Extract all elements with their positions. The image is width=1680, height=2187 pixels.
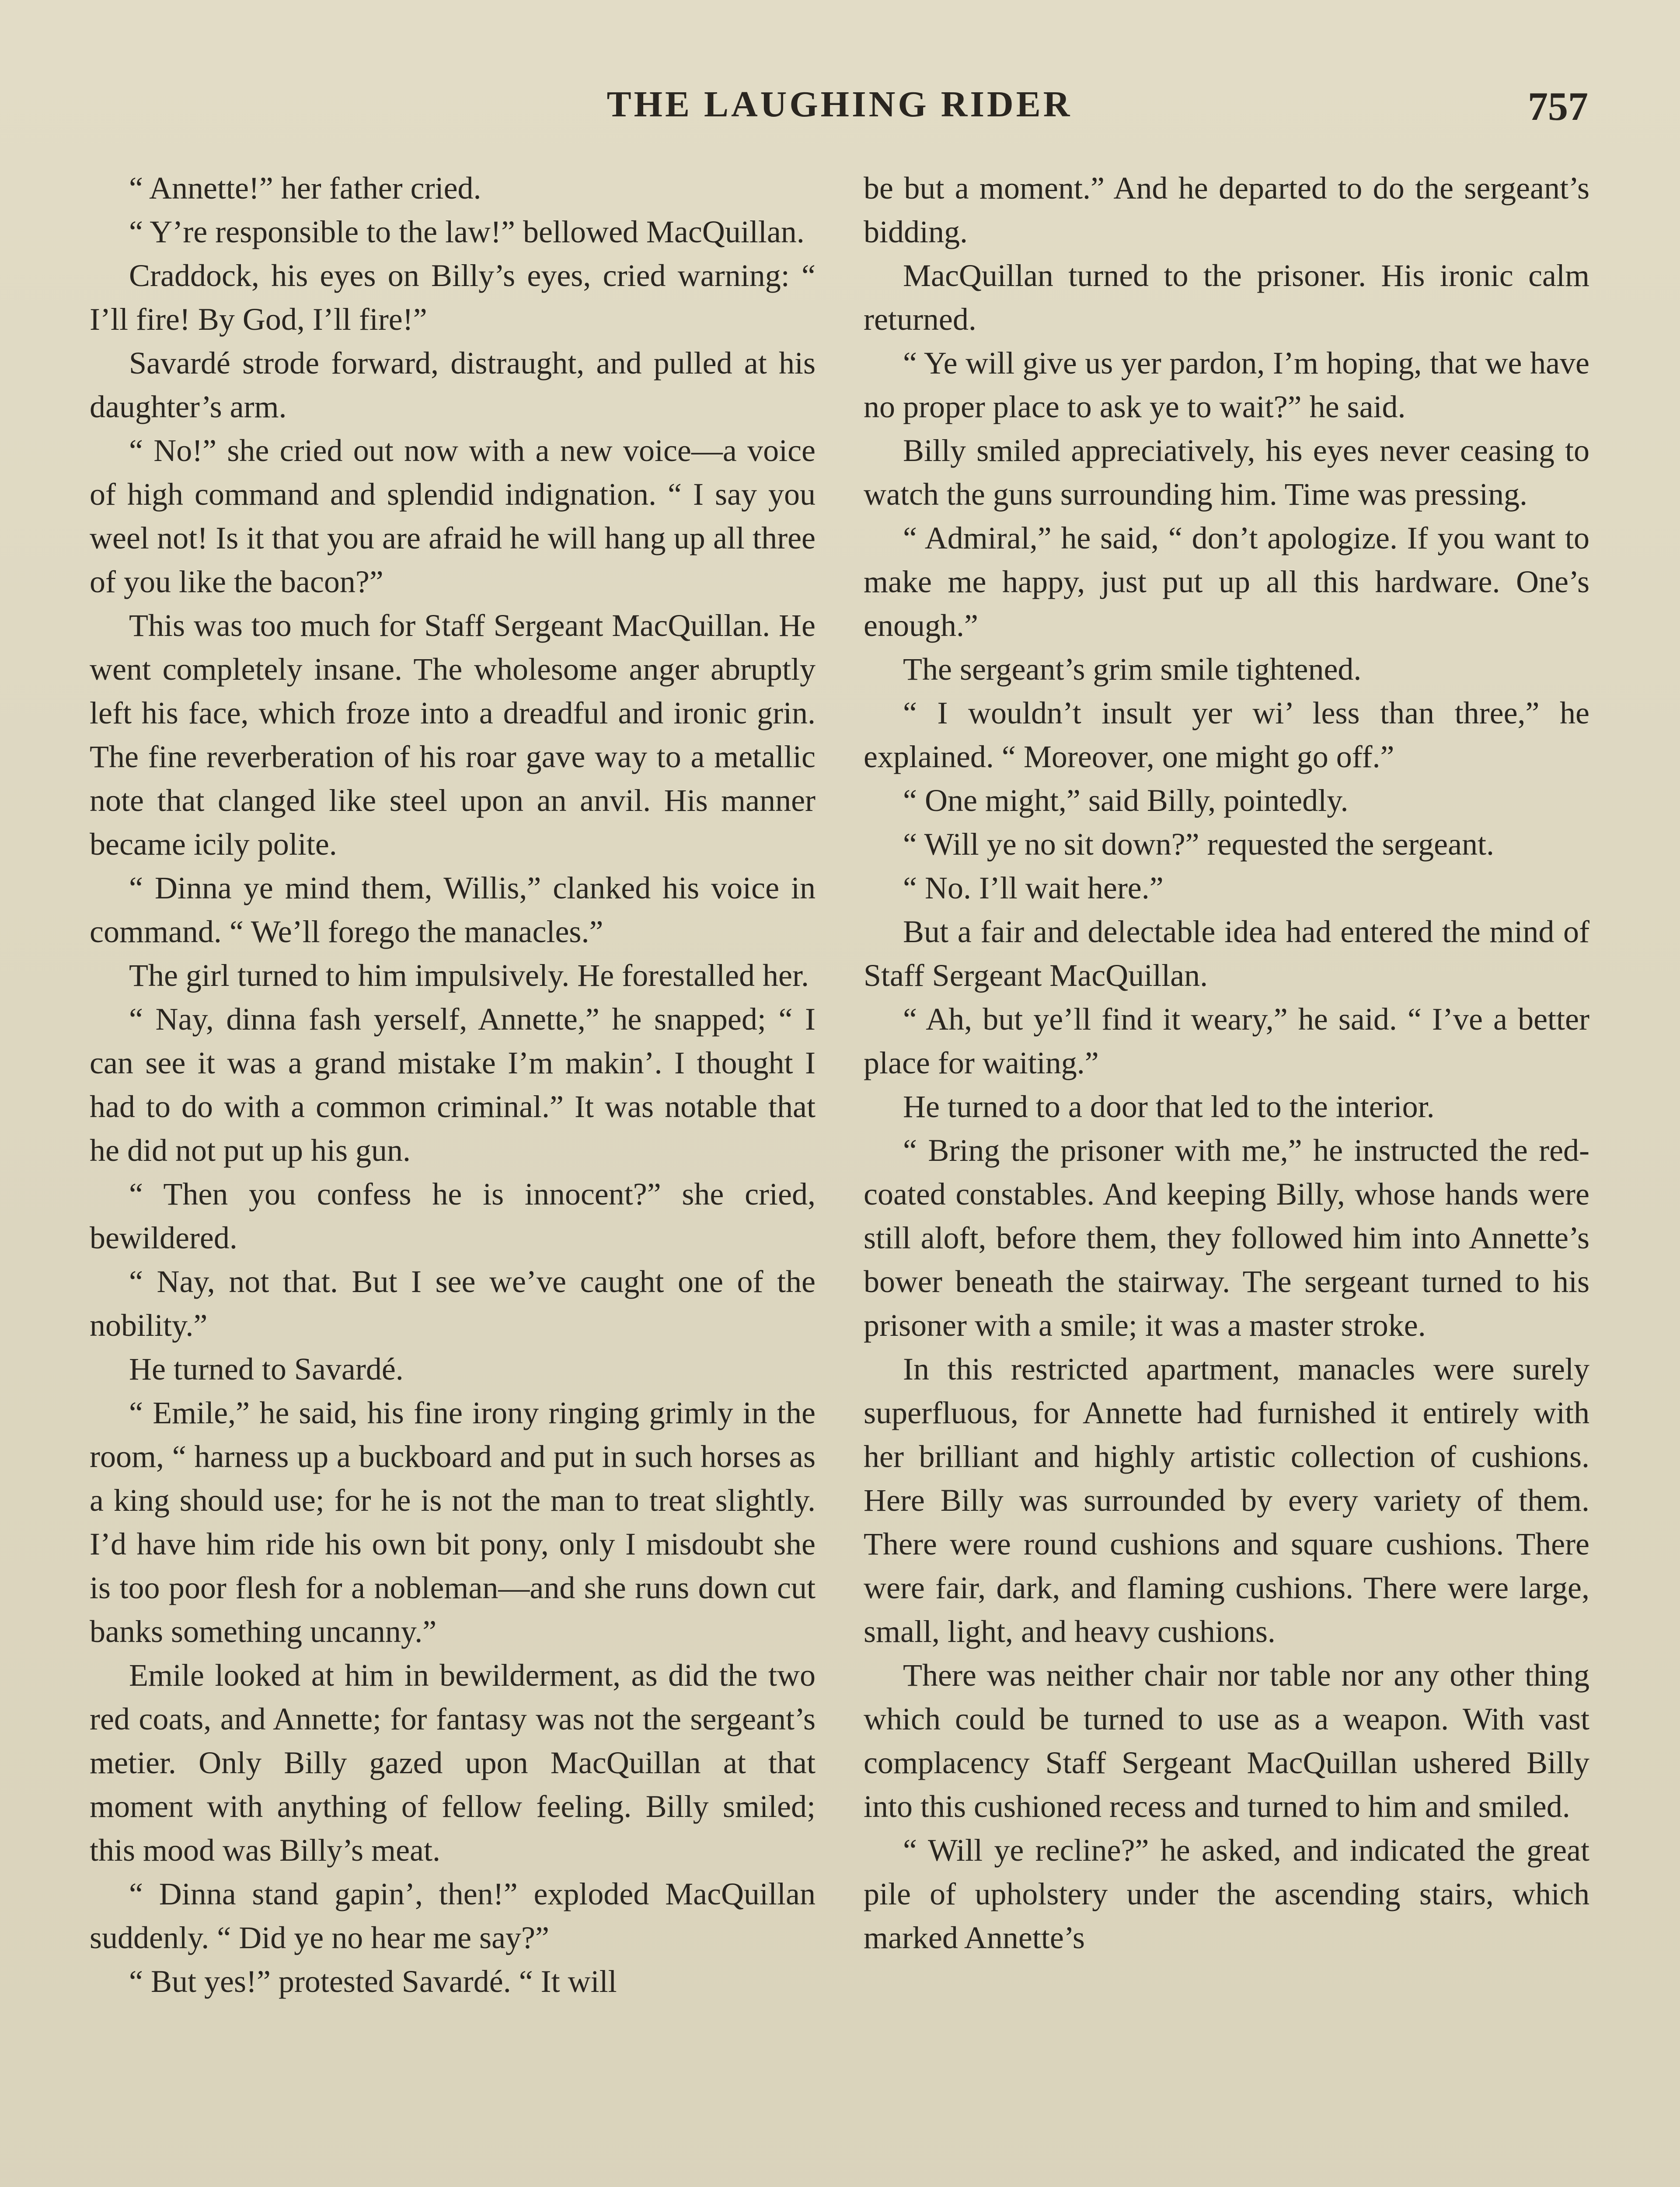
paragraph: The girl turned to him impulsively. He forestalled her.	[129, 958, 809, 993]
paragraph: Emile looked at him in bewilderment, as did the two red coats, and Annette; for fantasy was not the sergeant’s metier. Only Billy gazed upon MacQuillan at that moment with anything of fellow feeling. Billy smiled; this mood was Billy’s meat.	[90, 1658, 816, 1868]
left-text-column	[90, 166, 816, 2003]
paragraph: He turned to a door that led to the interior.	[903, 1089, 1435, 1124]
paragraph: This was too much for Staff Sergeant MacQuillan. He went completely insane. The wholesome anger abruptly left his face, which froze into a dreadful and ironic grin. The fine reverberation of his roar gave way to a metallic note that clanged like steel upon an anvil. His manner became icily polite.	[90, 608, 816, 862]
running-title: THE LAUGHING RIDER	[606, 84, 1073, 125]
paragraph: “ Will ye recline?” he asked, and indicated the great pile of upholstery under the ascending stairs, which marked Annette’s	[864, 1833, 1589, 1955]
paragraph: “ Annette!” her father cried.	[129, 171, 481, 206]
paragraph: “ No. I’ll wait here.”	[903, 870, 1164, 905]
paragraph: “ Emile,” he said, his fine irony ringing grimly in the room, “ harness up a buckboard and put in such horses as a king should use; for he is not the man to treat slightly. I’d have him ride his own bit pony, only I misdoubt she is too poor flesh for a nobleman—and she runs down cut banks something uncanny.”	[90, 1395, 816, 1649]
paragraph: MacQuillan turned to the prisoner. His ironic calm returned.	[864, 258, 1589, 337]
paragraph: “ Ye will give us yer pardon, I’m hoping, that we have no proper place to ask ye to wait?” he said.	[864, 346, 1589, 424]
paragraph: Savardé strode forward, distraught, and pulled at his daughter’s arm.	[90, 346, 816, 424]
paragraph: “ Nay, not that. But I see we’ve caught one of the nobility.”	[90, 1264, 816, 1343]
paragraph: “ Admiral,” he said, “ don’t apologize. If you want to make me happy, just put up all this hardware. One’s enough.”	[864, 521, 1589, 643]
paragraph: “ Then you confess he is innocent?” she cried, bewildered.	[90, 1177, 816, 1255]
paragraph: “ I wouldn’t insult yer wi’ less than three,” he explained. “ Moreover, one might go off.”	[864, 695, 1589, 774]
paragraph: Craddock, his eyes on Billy’s eyes, cried warning: “ I’ll fire! By God, I’ll fire!”	[90, 258, 816, 337]
paragraph: “ Ah, but ye’ll find it weary,” he said. “ I’ve a better place for waiting.”	[864, 1002, 1589, 1080]
right-text-column	[864, 166, 1589, 1960]
paragraph: Billy smiled appreciatively, his eyes never ceasing to watch the guns surrounding him. Time was pressing.	[864, 433, 1589, 512]
paragraph: “ Y’re responsible to the law!” bellowed MacQuillan.	[129, 214, 805, 249]
paragraph: The sergeant’s grim smile tightened.	[903, 652, 1362, 687]
paragraph: He turned to Savardé.	[129, 1352, 404, 1387]
paragraph: “ Dinna ye mind them, Willis,” clanked his voice in command. “ We’ll forego the manacles.”	[90, 870, 816, 949]
paragraph: There was neither chair nor table nor any other thing which could be turned to use as a weapon. With vast complacency Staff Sergeant MacQuillan ushered Billy into this cushioned recess and turned to him and smiled.	[864, 1658, 1589, 1824]
paragraph: But a fair and delectable idea had entered the mind of Staff Sergeant MacQuillan.	[864, 914, 1589, 993]
paragraph: “ But yes!” protested Savardé. “ It will	[129, 1964, 617, 1999]
page-number: 757	[1528, 84, 1588, 129]
paragraph: “ Will ye no sit down?” requested the sergeant.	[903, 827, 1495, 862]
paragraph: “ One might,” said Billy, pointedly.	[903, 783, 1349, 818]
paragraph: “ No!” she cried out now with a new voice—a voice of high command and splendid indignation. “ I say you weel not! Is it that you are afraid he will hang up all three of you like the bacon?”	[90, 433, 816, 599]
paragraph: In this restricted apartment, manacles were surely superfluous, for Annette had furnished it entirely with her brilliant and highly artistic collection of cushions. Here Billy was surrounded by every variety of them. There were round cushions and square cushions. There were fair, dark, and flaming cushions. There were large, small, light, and heavy cushions.	[864, 1352, 1589, 1649]
paragraph: “ Dinna stand gapin’, then!” exploded MacQuillan suddenly. “ Did ye no hear me say?”	[90, 1876, 816, 1955]
paragraph-continuation: be but a moment.” And he departed to do the sergeant’s bidding.	[864, 171, 1589, 249]
paragraph: “ Nay, dinna fash yerself, Annette,” he snapped; “ I can see it was a grand mistake I’m makin’. I thought I had to do with a common criminal.” It was notable that he did not put up his gun.	[90, 1002, 816, 1168]
paragraph: “ Bring the prisoner with me,” he instructed the red-coated constables. And keeping Billy, whose hands were still aloft, before them, they followed him into Annette’s bower beneath the stairway. The sergeant turned to his prisoner with a smile; it was a master stroke.	[864, 1133, 1589, 1343]
